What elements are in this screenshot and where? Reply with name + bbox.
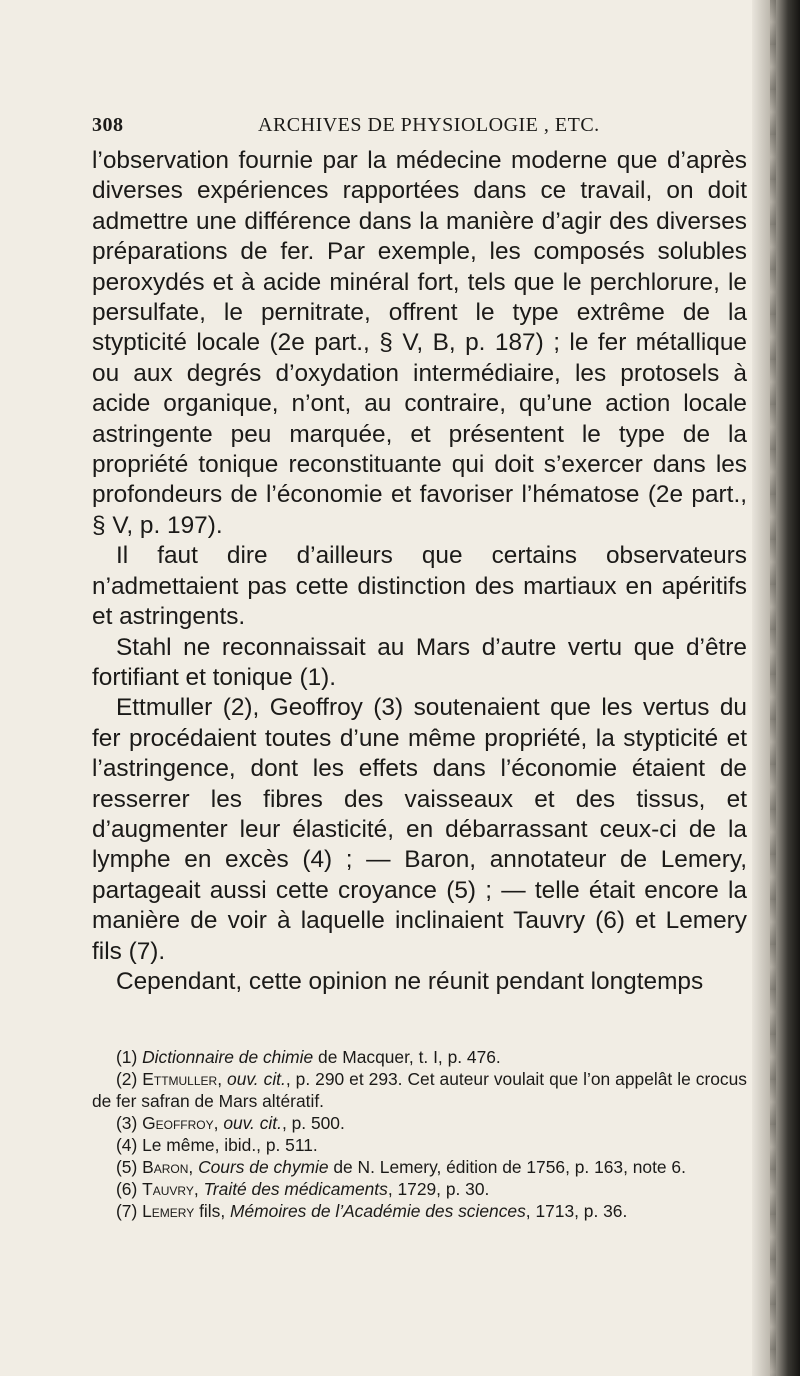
footnote-author: Geoffroy <box>142 1113 214 1133</box>
footnote-text: , 1729, p. 30. <box>387 1179 490 1199</box>
footnote-author: Lemery <box>142 1201 195 1221</box>
footnote-number: (7) <box>116 1201 138 1221</box>
footnote-author: Baron <box>142 1157 189 1177</box>
footnote-title: ouv. cit. <box>227 1069 286 1089</box>
running-head: ARCHIVES DE PHYSIOLOGIE , ETC. <box>258 114 600 136</box>
footnote-title: Mémoires de l’Académie des sciences <box>230 1201 526 1221</box>
footnote: (2) Ettmuller, ouv. cit., p. 290 et 293. Cet auteur voulait que l’on appelât le crocus de fer safran de Mars altératif. <box>92 1069 747 1111</box>
footnote-number: (3) <box>116 1113 138 1133</box>
footnote-number: (5) <box>116 1157 138 1177</box>
footnote-number: (4) <box>116 1135 138 1155</box>
footnote-text: de N. Lemery, édition de 1756, p. 163, note 6. <box>328 1157 686 1177</box>
footnote: (5) Baron, Cours de chymie de N. Lemery, édition de 1756, p. 163, note 6. <box>116 1157 686 1177</box>
footnote-number: (1) <box>116 1047 138 1067</box>
paragraph: Cependant, cette opinion ne réunit pendant longtemps <box>116 967 704 995</box>
page-number: 308 <box>92 114 124 136</box>
paragraph: Il faut dire d’ailleurs que certains observateurs n’admettaient pas cette distinction des martiaux en apéritifs et astringents. <box>92 542 747 631</box>
footnote-text: , p. 500. <box>281 1113 345 1133</box>
footnotes <box>92 1046 747 1222</box>
footnote-title: Traité des médicaments <box>203 1179 388 1199</box>
paragraph: Ettmuller (2), Geoffroy (3) soutenaient que les vertus du fer procédaient toutes d’une même propriété, la stypticité et l’astringence, dont les effets dans l’économie étaient de resserrer les fibres des vaisseaux et des tissus, et d’augmenter leur élasticité, en débarrassant ceux-ci de la lymphe en excès (4) ; — Baron, annotateur de Lemery, partageait aussi cette croyance (5) ; — telle était encore la manière de voir à laquelle inclinaient Tauvry (6) et Lemery fils (7). <box>92 694 747 965</box>
footnote-number: (2) <box>116 1069 138 1089</box>
body-text <box>92 146 747 997</box>
footnote-number: (6) <box>116 1179 138 1199</box>
page-header <box>92 114 732 144</box>
paragraph: l’observation fournie par la médecine moderne que d’après diverses expériences rapportées dans ce travail, on doit admettre une différence dans la manière d’agir des diverses préparations de fer. Par exemple, les composés solubles peroxydés et à acide minéral fort, tels que le perchlorure, le persulfate, le pernitrate, offrent le type extrême de la stypticité locale (2e part., § V, B, p. 187) ; le fer métallique ou aux degrés d’oxydation intermédiaire, les protosels à acide organique, n’ont, au contraire, qu’une action locale astringente peu marquée, et présentent le type de la propriété tonique reconstituante qui doit s’exercer dans les profondeurs de l’économie et favoriser l’hématose (2e part., § V, p. 197). <box>92 147 747 539</box>
footnote-text: Le même, ibid., p. 511. <box>142 1135 318 1155</box>
footnote-title: Dictionnaire de chimie <box>142 1047 314 1067</box>
footnote-text: , p. 290 et 293. Cet auteur voulait que l’on appelât le crocus de fer safran de Mars altératif. <box>92 1069 747 1111</box>
paragraph: Stahl ne reconnaissait au Mars d’autre vertu que d’être fortifiant et tonique (1). <box>92 633 747 691</box>
footnote: (3) Geoffroy, ouv. cit., p. 500. <box>116 1113 345 1133</box>
footnote-title: ouv. cit. <box>223 1113 282 1133</box>
footnote-title: Cours de chymie <box>198 1157 329 1177</box>
footnote: (6) Tauvry, Traité des médicaments, 1729, p. 30. <box>116 1179 490 1199</box>
footnote-text: de Macquer, t. I, p. 476. <box>313 1047 501 1067</box>
footnote-text: , 1713, p. 36. <box>525 1201 628 1221</box>
footnote <box>92 1134 747 1156</box>
footnote: (7) Lemery fils, Mémoires de l’Académie des sciences, 1713, p. 36. <box>116 1201 628 1221</box>
footnote <box>92 1046 747 1068</box>
footnote-author: Ettmuller <box>142 1069 218 1089</box>
footnote-author: Tauvry <box>142 1179 194 1199</box>
page-edge-shadow <box>752 0 800 1376</box>
